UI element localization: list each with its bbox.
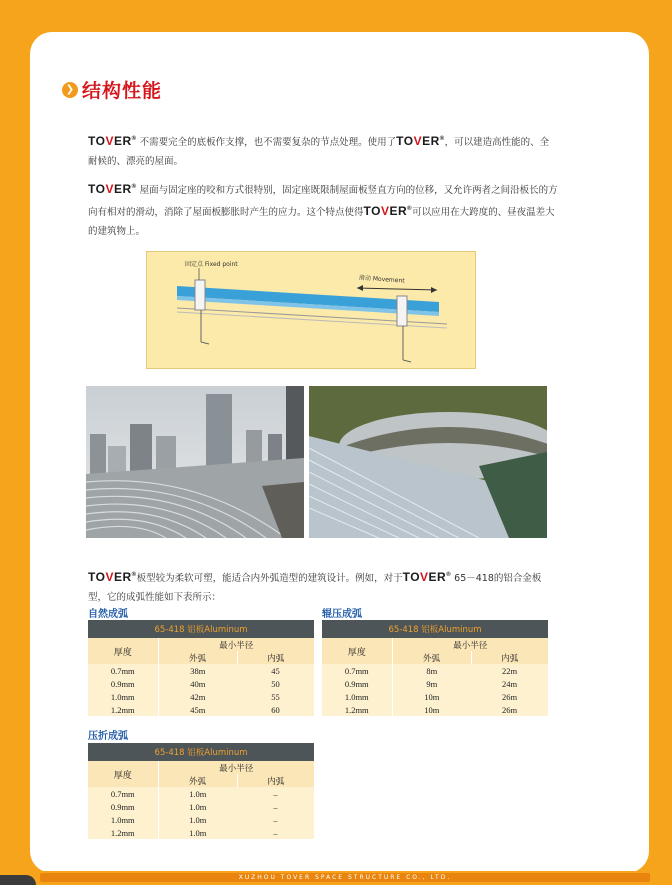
right-bracket-foot bbox=[403, 360, 411, 362]
arc-paragraph bbox=[88, 566, 550, 607]
table-cell: 1.2mm bbox=[88, 703, 158, 716]
table-cell: 1.0mm bbox=[88, 813, 158, 826]
table-cell: 22m bbox=[471, 664, 548, 677]
roll-arc-heading: 辊压成弧 bbox=[322, 609, 362, 620]
dome-roof-photo bbox=[309, 386, 547, 538]
table-header: 65-418 铝板Aluminum bbox=[88, 620, 314, 638]
table-row bbox=[322, 664, 548, 677]
table-row bbox=[88, 813, 314, 826]
table-cell: – bbox=[237, 787, 314, 800]
table-cell: 0.7mm bbox=[322, 664, 392, 677]
table-cell: 1.0mm bbox=[88, 690, 158, 703]
table-cell: 45 bbox=[237, 664, 314, 677]
outer-arc-header: 外弧 bbox=[392, 651, 471, 664]
table-header: 65-418 铝板Aluminum bbox=[88, 743, 314, 761]
fold-arc-table bbox=[88, 743, 314, 839]
intro-paragraph bbox=[88, 130, 558, 171]
section-title bbox=[62, 76, 162, 103]
brand-logo: TOVER® bbox=[88, 134, 137, 148]
thickness-header: 厚度 bbox=[88, 761, 158, 787]
table-cell: 1.0m bbox=[158, 787, 237, 800]
page-title: 结构性能 bbox=[82, 80, 163, 102]
table-cell: 10m bbox=[392, 703, 471, 716]
building bbox=[130, 424, 152, 476]
paragraph-text: 板型较为柔软可塑，能适合内外弧造型的建筑设计。例如，对于 bbox=[136, 573, 403, 584]
paragraph-text: ，可以建造高性能的、全耐候的、漂亮的屋面。 bbox=[88, 137, 550, 167]
dome-roof-illustration bbox=[309, 386, 547, 538]
building bbox=[90, 434, 106, 476]
footer-company: XUZHOU TOVER SPACE STRUCTURE CO., LTD. bbox=[40, 873, 650, 882]
table-cell: 0.9mm bbox=[88, 677, 158, 690]
min-radius-header: 最小半径 bbox=[158, 761, 314, 774]
movement-label: 滑动 Movement bbox=[358, 274, 405, 285]
brand-logo: TOVER® bbox=[88, 570, 137, 584]
inner-arc-header: 内弧 bbox=[471, 651, 548, 664]
table-cell: – bbox=[237, 813, 314, 826]
table-cell: 8m bbox=[392, 664, 471, 677]
table-cell: 9m bbox=[392, 677, 471, 690]
outer-arc-header: 外弧 bbox=[158, 774, 237, 787]
fixed-point-diagram bbox=[146, 251, 476, 369]
city-roof-illustration bbox=[86, 386, 304, 538]
clip-paragraph bbox=[88, 178, 558, 241]
table-cell: 45m bbox=[158, 703, 237, 716]
table-cell: 1.0m bbox=[158, 813, 237, 826]
table-cell: 26m bbox=[471, 690, 548, 703]
roof-section-drawing bbox=[147, 252, 477, 370]
natural-arc-table bbox=[88, 620, 314, 716]
arrow-right-icon bbox=[431, 287, 437, 293]
paragraph-text: 不需要完全的底板作支撑，也不需要复杂的节点处理。使用了 bbox=[139, 137, 397, 148]
footer-bar bbox=[0, 871, 672, 885]
table-cell: 55 bbox=[237, 690, 314, 703]
table-cell: 50 bbox=[237, 677, 314, 690]
brand-logo: TOVER® bbox=[88, 182, 137, 196]
table-row bbox=[88, 787, 314, 800]
table-cell: 1.2mm bbox=[88, 826, 158, 839]
brand-logo: TOVER® bbox=[363, 204, 413, 218]
left-bracket-foot bbox=[201, 342, 209, 344]
table-cell: 24m bbox=[471, 677, 548, 690]
table-cell: 1.0mm bbox=[322, 690, 392, 703]
arrow-left-icon bbox=[357, 285, 363, 291]
thickness-header: 厚度 bbox=[88, 638, 158, 664]
table-row bbox=[88, 664, 314, 677]
left-clip bbox=[195, 280, 205, 310]
table-cell: 40m bbox=[158, 677, 237, 690]
table-cell: 10m bbox=[392, 690, 471, 703]
table-cell: 0.9mm bbox=[322, 677, 392, 690]
table-cell: 26m bbox=[471, 703, 548, 716]
roll-arc-table bbox=[322, 620, 548, 716]
table-cell: 1.0m bbox=[158, 826, 237, 839]
table-row bbox=[88, 703, 314, 716]
footer-corner bbox=[0, 875, 36, 885]
table-cell: – bbox=[237, 800, 314, 813]
thickness-header: 厚度 bbox=[322, 638, 392, 664]
table-cell: 1.2mm bbox=[322, 703, 392, 716]
table-row bbox=[88, 826, 314, 839]
natural-arc-heading: 自然成弧 bbox=[88, 609, 128, 620]
paragraph-text: 可以应用在大跨度的、昼夜温差大的建筑物上。 bbox=[88, 207, 555, 237]
brand-logo: TOVER® bbox=[402, 570, 452, 584]
paragraph-text: 屋面与固定座的咬和方式很特别，固定座既限制屋面板竖直方向的位移，又允许两者之间沿板长的方向有相对的滑动，消除了屋面板膨胀时产生的应力。这个特点使得 bbox=[88, 185, 558, 218]
table-cell: 42m bbox=[158, 690, 237, 703]
table-row bbox=[322, 677, 548, 690]
table-row bbox=[322, 690, 548, 703]
table-cell: 38m bbox=[158, 664, 237, 677]
table-row bbox=[88, 677, 314, 690]
table-row bbox=[88, 690, 314, 703]
table-row bbox=[88, 800, 314, 813]
outer-arc-header: 外弧 bbox=[158, 651, 237, 664]
table-cell: 0.7mm bbox=[88, 787, 158, 800]
table-cell: 60 bbox=[237, 703, 314, 716]
brand-logo: TOVER® bbox=[396, 134, 445, 148]
min-radius-header: 最小半径 bbox=[392, 638, 548, 651]
table-cell: – bbox=[237, 826, 314, 839]
table-cell: 0.7mm bbox=[88, 664, 158, 677]
right-clip bbox=[397, 296, 407, 326]
min-radius-header: 最小半径 bbox=[158, 638, 314, 651]
inner-arc-header: 内弧 bbox=[237, 774, 314, 787]
chevron-right-icon: ❯ bbox=[62, 82, 78, 98]
fold-arc-heading: 压折成弧 bbox=[88, 731, 128, 742]
fixed-point-label: 固定点 Fixed point bbox=[185, 261, 238, 268]
table-cell: 1.0m bbox=[158, 800, 237, 813]
paragraph-text: 65－418的铝合金板型，它的成弧性能如下表所示： bbox=[88, 573, 542, 603]
table-row bbox=[322, 703, 548, 716]
movement-arrow bbox=[357, 288, 437, 290]
table-header: 65-418 铝板Aluminum bbox=[322, 620, 548, 638]
inner-arc-header: 内弧 bbox=[237, 651, 314, 664]
table-cell: 0.9mm bbox=[88, 800, 158, 813]
city-roof-photo bbox=[86, 386, 304, 538]
